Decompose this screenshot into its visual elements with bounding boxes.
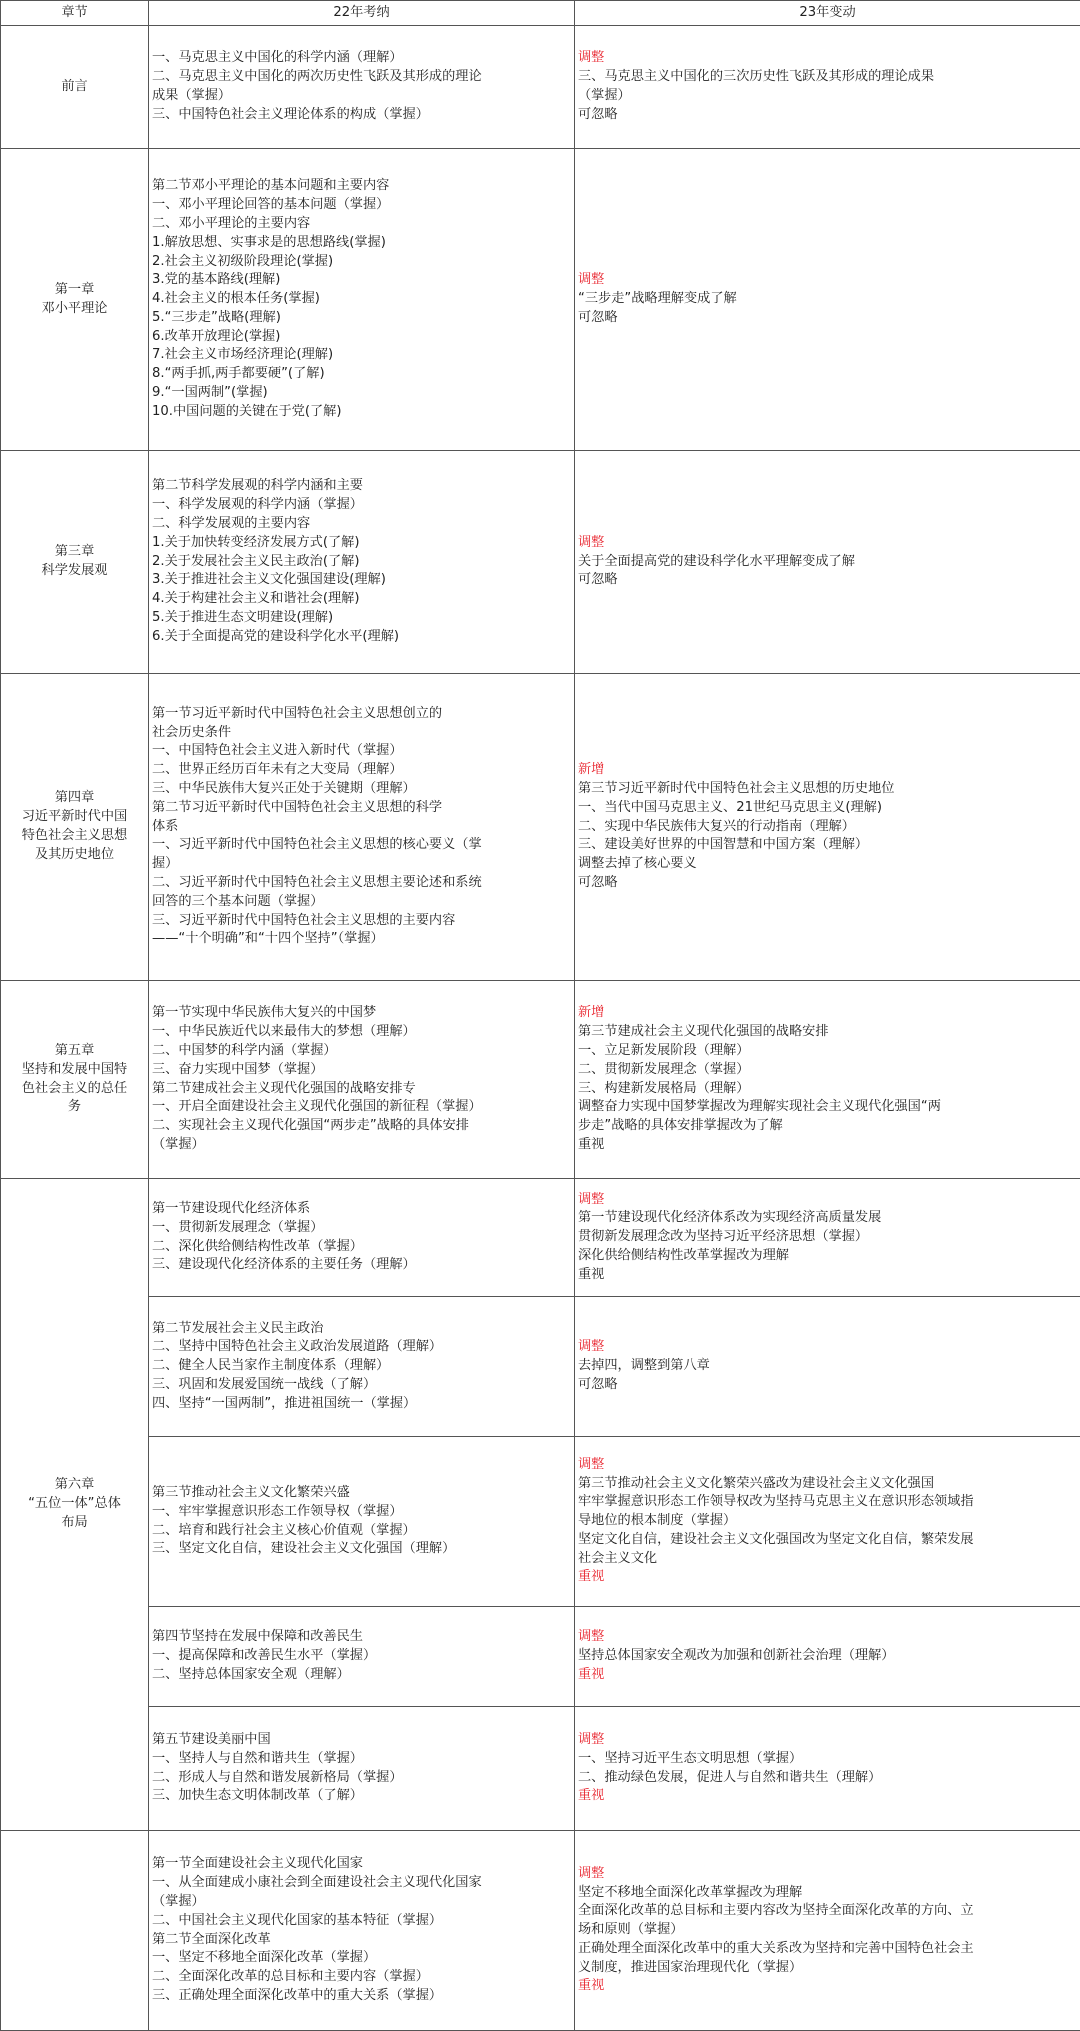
chapter-title-line: 第四章 xyxy=(4,789,145,808)
content-22-line: 二、全面深化改革的总目标和主要内容（掌握） xyxy=(152,1968,571,1987)
change-23-line: 可忽略 xyxy=(578,1376,1077,1395)
change-23-line: 正确处理全面深化改革中的重大关系改为坚持和完善中国特色社会主 xyxy=(578,1940,1077,1959)
chapter-title-line: 第五章 xyxy=(4,1042,145,1061)
content-22-line: 第一节全面建设社会主义现代化国家 xyxy=(152,1855,571,1874)
change-23-line: 一、坚持习近平生态文明思想（掌握） xyxy=(578,1750,1077,1769)
change-23-line: 社会主义文化 xyxy=(578,1550,1077,1569)
content-22-line: 成果（掌握） xyxy=(152,87,571,106)
content-22-line: 三、奋力实现中国梦（掌握） xyxy=(152,1061,571,1080)
content-22-line: 三、建设现代化经济体系的主要任务（理解） xyxy=(152,1256,571,1275)
change-23-line: 三、构建新发展格局（理解） xyxy=(578,1080,1077,1099)
change-23-line: 可忽略 xyxy=(578,309,1077,328)
change-23-line: 贯彻新发展理念改为坚持习近平经济思想（掌握） xyxy=(578,1228,1077,1247)
change-23-line: 二、贯彻新发展理念（掌握） xyxy=(578,1061,1077,1080)
content-22-cell xyxy=(149,1297,575,1437)
change-tag: 新增 xyxy=(578,761,1077,780)
change-23-line: 可忽略 xyxy=(578,106,1077,125)
changes-23-cell xyxy=(575,674,1080,981)
table-row xyxy=(1,1607,1080,1707)
chapter-cell xyxy=(1,451,149,674)
change-tag: 重视 xyxy=(578,1568,1077,1587)
content-22-line: 二、实现社会主义现代化强国“两步走”战略的具体安排 xyxy=(152,1117,571,1136)
content-22-line: 第二节建成社会主义现代化强国的战略安排专 xyxy=(152,1080,571,1099)
content-22-line: 二、邓小平理论的主要内容 xyxy=(152,215,571,234)
content-22-line: 3.党的基本路线(理解) xyxy=(152,271,571,290)
content-22-line: 三、坚定文化自信，建设社会主义文化强国（理解） xyxy=(152,1540,571,1559)
chapter-title-line: 习近平新时代中国 xyxy=(4,808,145,827)
header-22: 22年考纳 xyxy=(149,1,575,26)
change-23-line: （掌握） xyxy=(578,87,1077,106)
change-23-line: 坚定文化自信，建设社会主义文化强国改为坚定文化自信，繁荣发展 xyxy=(578,1531,1077,1550)
table-row xyxy=(1,1437,1080,1607)
content-22-line: 三、中国特色社会主义理论体系的构成（掌握） xyxy=(152,106,571,125)
content-22-cell xyxy=(149,674,575,981)
content-22-line: 三、习近平新时代中国特色社会主义思想的主要内容 xyxy=(152,912,571,931)
change-23-line: 场和原则（掌握） xyxy=(578,1921,1077,1940)
change-23-line: 去掉四，调整到第八章 xyxy=(578,1357,1077,1376)
content-22-line: 握） xyxy=(152,855,571,874)
change-23-line: 第一节建设现代化经济体系改为实现经济高质量发展 xyxy=(578,1209,1077,1228)
table-row xyxy=(1,1297,1080,1437)
content-22-line: 6.改革开放理论(掌握) xyxy=(152,328,571,347)
content-22-line: 第三节推动社会主义文化繁荣兴盛 xyxy=(152,1484,571,1503)
content-22-line: 第一节实现中华民族伟大复兴的中国梦 xyxy=(152,1004,571,1023)
change-tag: 重视 xyxy=(578,1666,1077,1685)
content-22-line: 三、加快生态文明体制改革（了解） xyxy=(152,1787,571,1806)
content-22-cell xyxy=(149,1437,575,1607)
changes-23-cell xyxy=(575,26,1080,149)
table-row xyxy=(1,1179,1080,1297)
table-row xyxy=(1,674,1080,981)
content-22-line: 第二节全面深化改革 xyxy=(152,1931,571,1950)
content-22-cell xyxy=(149,1607,575,1707)
chapter-title-line: 及其历史地位 xyxy=(4,846,145,865)
chapter-cell xyxy=(1,1179,149,1831)
change-23-line: 步走”战略的具体安排掌握改为了解 xyxy=(578,1117,1077,1136)
chapter-cell xyxy=(1,1831,149,2031)
change-23-line: “三步走”战略理解变成了解 xyxy=(578,290,1077,309)
content-22-line: 第二节邓小平理论的基本问题和主要内容 xyxy=(152,177,571,196)
content-22-cell xyxy=(149,26,575,149)
chapter-cell xyxy=(1,149,149,451)
content-22-line: 4.关于构建社会主义和谐社会(理解) xyxy=(152,590,571,609)
content-22-line: 二、培育和践行社会主义核心价值观（掌握） xyxy=(152,1522,571,1541)
content-22-line: 体系 xyxy=(152,818,571,837)
change-tag: 调整 xyxy=(578,49,1077,68)
content-22-cell xyxy=(149,149,575,451)
content-22-line: 2.社会主义初级阶段理论(掌握) xyxy=(152,253,571,272)
content-22-line: 四、坚持“一国两制”，推进祖国统一（掌握） xyxy=(152,1395,571,1414)
content-22-line: ——“十个明确”和“十四个坚持”（掌握） xyxy=(152,930,571,949)
content-22-line: 第二节发展社会主义民主政治 xyxy=(152,1320,571,1339)
change-tag: 新增 xyxy=(578,1004,1077,1023)
change-tag: 调整 xyxy=(578,271,1077,290)
change-23-line: 重视 xyxy=(578,1266,1077,1285)
changes-23-cell xyxy=(575,1437,1080,1607)
content-22-line: 二、健全人民当家作主制度体系（理解） xyxy=(152,1357,571,1376)
content-22-line: 3.关于推进社会主义文化强国建设(理解) xyxy=(152,571,571,590)
header-chapter: 章节 xyxy=(1,1,149,26)
change-23-line: 一、立足新发展阶段（理解） xyxy=(578,1042,1077,1061)
content-22-line: （掌握） xyxy=(152,1893,571,1912)
content-22-cell xyxy=(149,1831,575,2031)
content-22-line: 第二节习近平新时代中国特色社会主义思想的科学 xyxy=(152,799,571,818)
table-row xyxy=(1,451,1080,674)
change-23-line: 全面深化改革的总目标和主要内容改为坚持全面深化改革的方向、立 xyxy=(578,1902,1077,1921)
chapter-title-line: 色社会主义的总任 xyxy=(4,1080,145,1099)
content-22-cell xyxy=(149,451,575,674)
content-22-line: 三、中华民族伟大复兴正处于关键期（理解） xyxy=(152,780,571,799)
change-23-line: 二、实现中华民族伟大复兴的行动指南（理解） xyxy=(578,818,1077,837)
table-row xyxy=(1,981,1080,1179)
changes-23-cell xyxy=(575,1607,1080,1707)
changes-23-cell xyxy=(575,981,1080,1179)
content-22-line: 1.解放思想、实事求是的思想路线(掌握) xyxy=(152,234,571,253)
chapter-cell xyxy=(1,981,149,1179)
change-tag: 调整 xyxy=(578,1731,1077,1750)
content-22-line: 一、邓小平理论回答的基本问题（掌握） xyxy=(152,196,571,215)
content-22-line: 第一节习近平新时代中国特色社会主义思想创立的 xyxy=(152,705,571,724)
chapter-title-line: 邓小平理论 xyxy=(4,300,145,319)
content-22-line: 5.关于推进生态文明建设(理解) xyxy=(152,609,571,628)
change-23-line: 关于全面提高党的建设科学化水平理解变成了解 xyxy=(578,553,1077,572)
change-23-line: 坚持总体国家安全观改为加强和创新社会治理（理解） xyxy=(578,1647,1077,1666)
change-tag: 重视 xyxy=(578,1787,1077,1806)
content-22-line: 4.社会主义的根本任务(掌握) xyxy=(152,290,571,309)
content-22-line: 二、坚持中国特色社会主义政治发展道路（理解） xyxy=(152,1338,571,1357)
content-22-line: 10.中国问题的关键在于党(了解) xyxy=(152,403,571,422)
table-row xyxy=(1,149,1080,451)
chapter-title-line: 坚持和发展中国特 xyxy=(4,1061,145,1080)
content-22-line: 一、中华民族近代以来最伟大的梦想（理解） xyxy=(152,1023,571,1042)
content-22-line: 一、坚定不移地全面深化改革（掌握） xyxy=(152,1949,571,1968)
change-23-line: 第三节习近平新时代中国特色社会主义思想的历史地位 xyxy=(578,780,1077,799)
content-22-line: 二、科学发展观的主要内容 xyxy=(152,515,571,534)
content-22-line: 一、提高保障和改善民生水平（掌握） xyxy=(152,1647,571,1666)
chapter-title-line: 第六章 xyxy=(4,1476,145,1495)
content-22-cell xyxy=(149,981,575,1179)
chapter-title-line: 第一章 xyxy=(4,281,145,300)
content-22-line: 第二节科学发展观的科学内涵和主要 xyxy=(152,477,571,496)
chapter-cell xyxy=(1,674,149,981)
content-22-line: 一、牢牢掌握意识形态工作领导权（掌握） xyxy=(152,1503,571,1522)
content-22-line: 第四节坚持在发展中保障和改善民生 xyxy=(152,1628,571,1647)
chapter-title-line: “五位一体”总体 xyxy=(4,1495,145,1514)
content-22-line: （掌握） xyxy=(152,1136,571,1155)
content-22-line: 二、习近平新时代中国特色社会主义思想主要论述和系统 xyxy=(152,874,571,893)
content-22-line: 一、中国特色社会主义进入新时代（掌握） xyxy=(152,742,571,761)
content-22-line: 三、巩固和发展爱国统一战线（了解） xyxy=(152,1376,571,1395)
changes-23-cell xyxy=(575,1179,1080,1297)
content-22-line: 第一节建设现代化经济体系 xyxy=(152,1200,571,1219)
chapter-title-line: 务 xyxy=(4,1098,145,1117)
change-tag: 调整 xyxy=(578,1456,1077,1475)
chapter-title-line: 第三章 xyxy=(4,543,145,562)
content-22-cell xyxy=(149,1179,575,1297)
table-row xyxy=(1,26,1080,149)
content-22-line: 6.关于全面提高党的建设科学化水平(理解) xyxy=(152,628,571,647)
content-22-line: 二、中国社会主义现代化国家的基本特征（掌握） xyxy=(152,1912,571,1931)
content-22-line: 1.关于加快转变经济发展方式(了解) xyxy=(152,534,571,553)
change-23-line: 三、建设美好世界的中国智慧和中国方案（理解） xyxy=(578,836,1077,855)
content-22-line: 一、贯彻新发展理念（掌握） xyxy=(152,1219,571,1238)
changes-23-cell xyxy=(575,1707,1080,1831)
content-22-line: 9.“一国两制”(掌握) xyxy=(152,384,571,403)
change-tag: 调整 xyxy=(578,1628,1077,1647)
chapter-cell xyxy=(1,26,149,149)
content-22-line: 二、世界正经历百年未有之大变局（理解） xyxy=(152,761,571,780)
header-row xyxy=(1,1,1080,26)
change-23-line: 坚定不移地全面深化改革掌握改为理解 xyxy=(578,1884,1077,1903)
change-23-line: 二、推动绿色发展，促进人与自然和谐共生（理解） xyxy=(578,1769,1077,1788)
content-22-line: 一、科学发展观的科学内涵（掌握） xyxy=(152,496,571,515)
changes-23-cell xyxy=(575,451,1080,674)
change-23-line: 第三节建成社会主义现代化强国的战略安排 xyxy=(578,1023,1077,1042)
change-23-line: 调整奋力实现中国梦掌握改为理解实现社会主义现代化强国“两 xyxy=(578,1098,1077,1117)
change-23-line: 牢牢掌握意识形态工作领导权改为坚持马克思主义在意识形态领域指 xyxy=(578,1493,1077,1512)
content-22-line: 一、坚持人与自然和谐共生（掌握） xyxy=(152,1750,571,1769)
change-23-line: 三、马克思主义中国化的三次历史性飞跃及其形成的理论成果 xyxy=(578,68,1077,87)
table-row xyxy=(1,1707,1080,1831)
content-22-line: 回答的三个基本问题（掌握） xyxy=(152,893,571,912)
content-22-line: 一、开启全面建设社会主义现代化强国的新征程（掌握） xyxy=(152,1098,571,1117)
change-23-line: 一、当代中国马克思主义、21世纪马克思主义(理解) xyxy=(578,799,1077,818)
chapter-title-line: 科学发展观 xyxy=(4,562,145,581)
changes-23-cell xyxy=(575,149,1080,451)
change-tag: 调整 xyxy=(578,1191,1077,1210)
content-22-line: 二、深化供给侧结构性改革（掌握） xyxy=(152,1238,571,1257)
content-22-line: 社会历史条件 xyxy=(152,724,571,743)
content-22-line: 一、从全面建成小康社会到全面建设社会主义现代化国家 xyxy=(152,1874,571,1893)
changes-23-cell xyxy=(575,1831,1080,2031)
change-tag: 重视 xyxy=(578,1977,1077,1996)
content-22-line: 8.“两手抓,两手都要硬”(了解) xyxy=(152,365,571,384)
chapter-title-line: 布局 xyxy=(4,1514,145,1533)
change-tag: 调整 xyxy=(578,534,1077,553)
content-22-line: 二、中国梦的科学内涵（掌握） xyxy=(152,1042,571,1061)
change-tag: 调整 xyxy=(578,1865,1077,1884)
chapter-title-line: 前言 xyxy=(4,78,145,97)
change-23-line: 调整去掉了核心要义 xyxy=(578,855,1077,874)
content-22-line: 二、坚持总体国家安全观（理解） xyxy=(152,1666,571,1685)
content-22-line: 一、习近平新时代中国特色社会主义思想的核心要义（掌 xyxy=(152,836,571,855)
change-23-line: 可忽略 xyxy=(578,874,1077,893)
change-23-line: 深化供给侧结构性改革掌握改为理解 xyxy=(578,1247,1077,1266)
content-22-line: 7.社会主义市场经济理论(理解) xyxy=(152,346,571,365)
change-23-line: 重视 xyxy=(578,1136,1077,1155)
change-tag: 调整 xyxy=(578,1338,1077,1357)
content-22-line: 2.关于发展社会主义民主政治(了解) xyxy=(152,553,571,572)
change-23-line: 导地位的根本制度（掌握） xyxy=(578,1512,1077,1531)
table-row xyxy=(1,1831,1080,2031)
content-22-line: 第五节建设美丽中国 xyxy=(152,1731,571,1750)
change-23-line: 义制度，推进国家治理现代化（掌握） xyxy=(578,1959,1077,1978)
content-22-line: 5.“三步走”战略(理解) xyxy=(152,309,571,328)
change-23-line: 第三节推动社会主义文化繁荣兴盛改为建设社会主义文化强国 xyxy=(578,1475,1077,1494)
content-22-line: 二、形成人与自然和谐发展新格局（掌握） xyxy=(152,1769,571,1788)
header-23: 23年变动 xyxy=(575,1,1080,26)
changes-23-cell xyxy=(575,1297,1080,1437)
content-22-cell xyxy=(149,1707,575,1831)
change-23-line: 可忽略 xyxy=(578,571,1077,590)
content-22-line: 二、马克思主义中国化的两次历史性飞跃及其形成的理论 xyxy=(152,68,571,87)
content-22-line: 一、马克思主义中国化的科学内涵（理解） xyxy=(152,49,571,68)
chapter-title-line: 特色社会主义思想 xyxy=(4,827,145,846)
content-22-line: 三、正确处理全面深化改革中的重大关系（掌握） xyxy=(152,1987,571,2006)
